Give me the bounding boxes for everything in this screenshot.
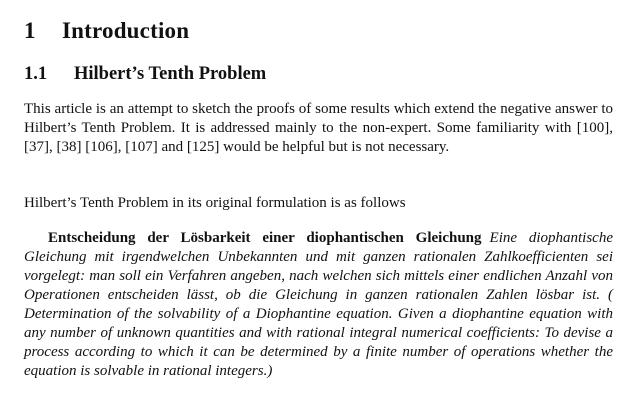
section-heading	[24, 18, 189, 44]
subsection-number: 1.1	[24, 64, 48, 84]
problem-translation: ( Determination of the solvability of a Diophantine equation. Given a diophantine equation with any number of unknown quantities and with rational integral numerical coefficients: To devise a process according to which it can be determined by a finite number of operations whether the equation is solvable in rational integers.)	[24, 287, 613, 379]
subsection-heading	[24, 64, 266, 85]
intro-paragraph: This article is an attempt to sketch the proofs of some results which extend the negative answer to Hilbert’s Tenth Problem. It is addressed mainly to the non-expert. Some familiarity with [100], [37], [38] [106], [107] and [125] would be helpful but is not necessary.	[24, 101, 613, 155]
subsection-title: Hilbert’s Tenth Problem	[74, 64, 267, 84]
problem-german-text: Eine diophantische Gleichung mit irgendwelchen Unbekannten und mit ganzen rationalen Zahlkoefficienten sei vorgelegt: man soll ein Verfahren angeben, nach welchen sich mittels einer endlichen Anzahl von Operationen entscheiden lässt, ob die Gleichung in ganzen rationalen Zahlen lösbar ist.	[24, 230, 613, 303]
problem-heading: Entscheidung der Lösbarkeit einer diophantischen Gleichung	[48, 230, 482, 246]
section-number: 1	[24, 18, 36, 43]
problem-statement	[24, 229, 613, 381]
formulation-paragraph: Hilbert’s Tenth Problem in its original formulation is as follows	[24, 195, 406, 211]
section-title: Introduction	[62, 18, 190, 43]
